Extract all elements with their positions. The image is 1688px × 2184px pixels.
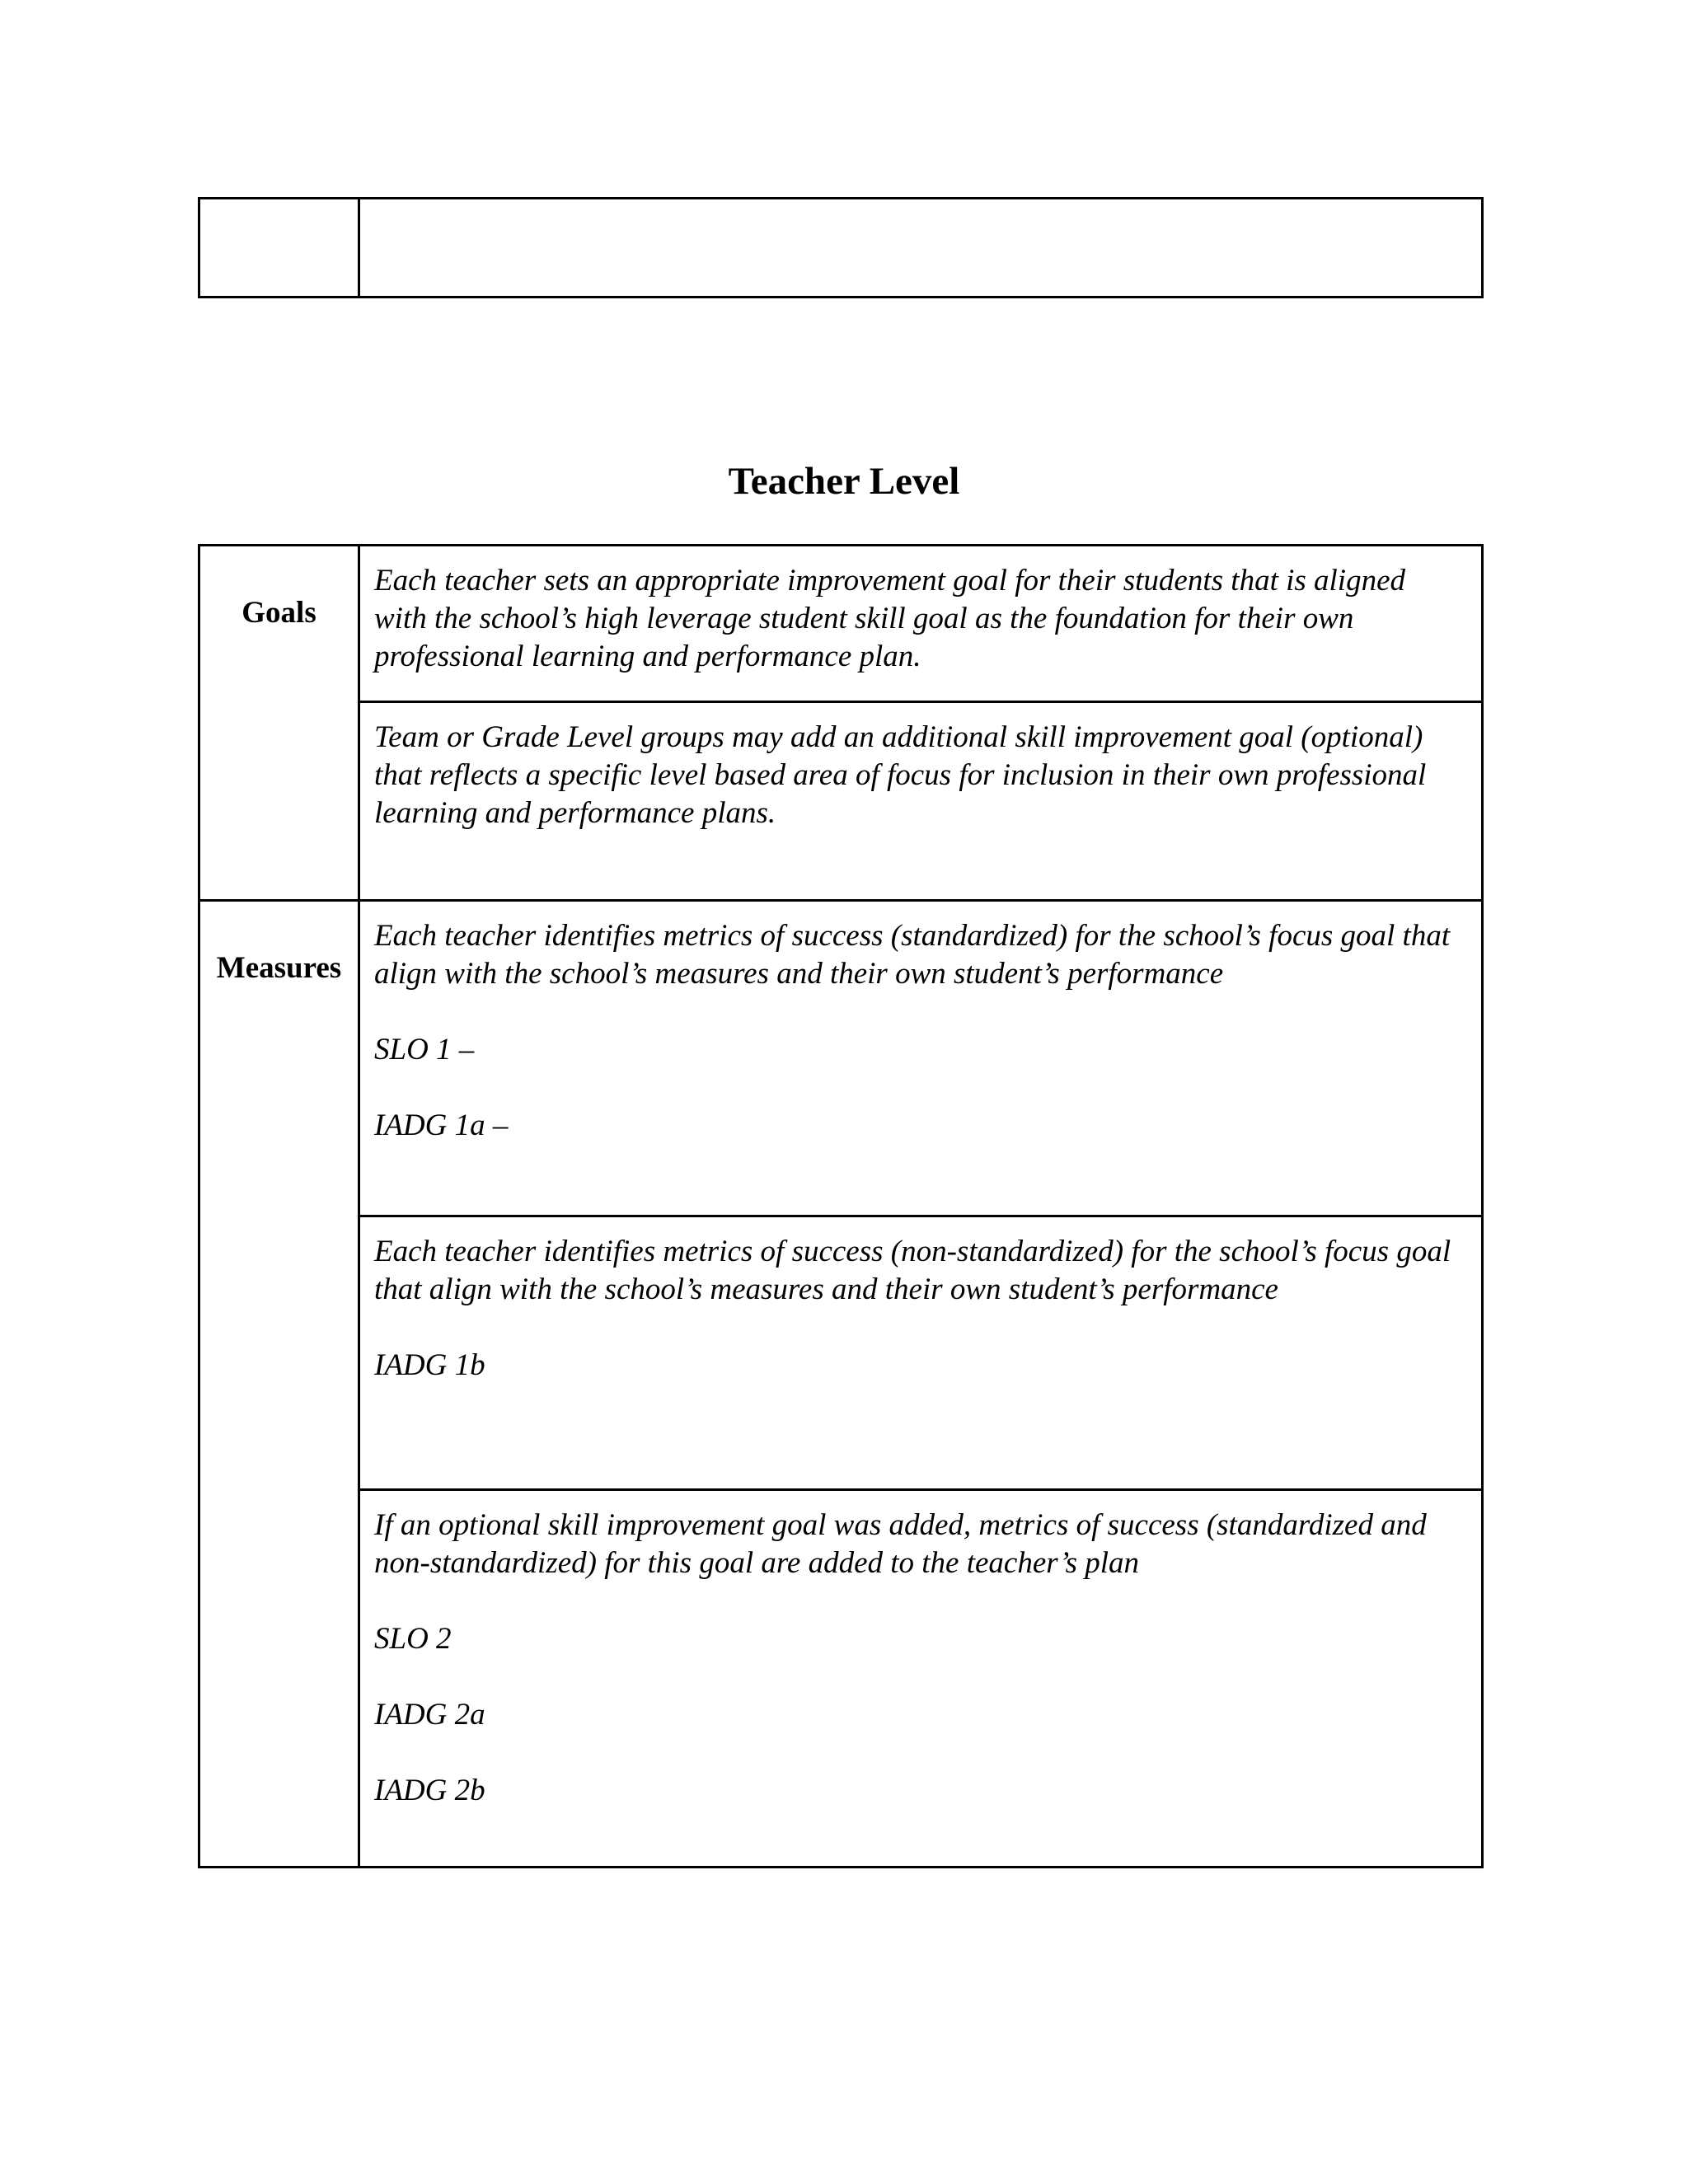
teacher-level-table	[198, 544, 1484, 1868]
goal-cell	[359, 702, 1483, 901]
section-title: Teacher Level	[728, 460, 960, 503]
measure-text: Each teacher identifies metrics of success (non-standardized) for the school’s focus goal that align with the school’s measures and their own student’s performance	[374, 1235, 1451, 1306]
measure-code: IADG 1a –	[374, 1108, 509, 1142]
goals-label: Goals	[199, 546, 359, 901]
goal-cell	[359, 546, 1483, 702]
measure-text: If an optional skill improvement goal was added, metrics of success (standardized and non-standardized) for this goal are added to the teacher’s plan	[374, 1508, 1427, 1580]
measure-code: IADG 1b	[374, 1348, 485, 1382]
measure-cell	[359, 1490, 1483, 1868]
empty-content-cell	[359, 199, 1483, 298]
measure-code: SLO 1 –	[374, 1033, 475, 1066]
measure-cell	[359, 1216, 1483, 1490]
measures-label: Measures	[199, 901, 359, 1868]
measure-text: Each teacher identifies metrics of success (standardized) for the school’s focus goal that align with the school’s measures and their own student’s performance	[374, 919, 1451, 991]
measure-cell	[359, 901, 1483, 1216]
measure-code: SLO 2	[374, 1622, 452, 1656]
measure-code: IADG 2a	[374, 1698, 485, 1732]
empty-label-cell	[199, 199, 359, 298]
goal-text: Team or Grade Level groups may add an additional skill improvement goal (optional) that reflects a specific level based area of focus for inclusion in their own professional learning and performance plans.	[374, 720, 1427, 830]
measure-code: IADG 2b	[374, 1774, 485, 1807]
empty-table	[198, 197, 1484, 298]
goal-text: Each teacher sets an appropriate improvement goal for their students that is aligned with the school’s high leverage student skill goal as the foundation for their own professional learning and performance plan.	[374, 564, 1406, 673]
